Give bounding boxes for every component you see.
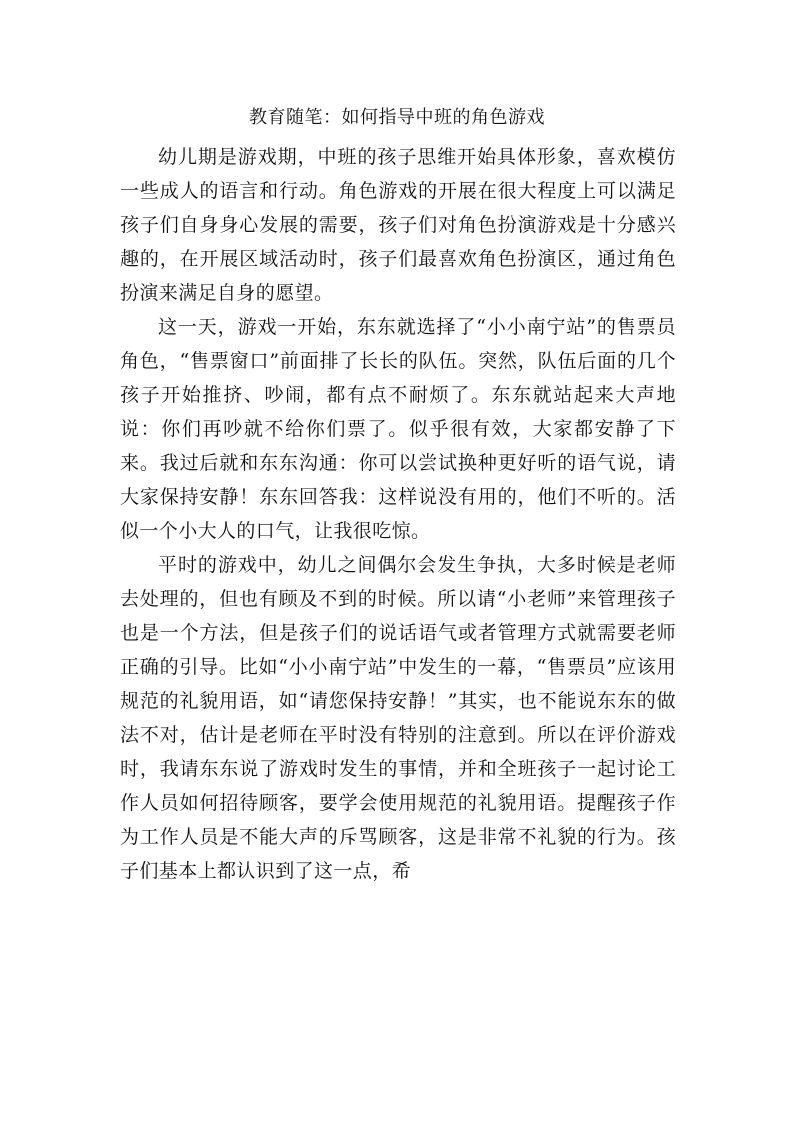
document-body — [120, 140, 676, 888]
paragraph-2: 这一天，游戏一开始，东东就选择了“小小南宁站”的售票员角色，“售票窗口”前面排了长长的队伍。突然，队伍后面的几个孩子开始推挤、吵闹，都有点不耐烦了。东东就站起来大声地说：你们再吵就不给你们票了。似乎很有效，大家都安静了下来。我过后就和东东沟通：你可以尝试换种更好听的语气说，请大家保持安静！东东回答我：这样说没有用的，他们不听的。活似一个小大人的口气，让我很吃惊。 — [120, 316, 676, 542]
document-title: 教育随笔：如何指导中班的角色游戏 — [249, 107, 545, 128]
paragraph-3: 平时的游戏中，幼儿之间偶尔会发生争执，大多时候是老师去处理的，但也有顾及不到的时候。所以请“小老师”来管理孩子也是一个方法，但是孩子们的说话语气或者管理方式就需要老师正确的引导。比如“小小南宁站”中发生的一幕，“售票员”应该用规范的礼貌用语，如“请您保持安静！”其实，也不能说东东的做法不对，估计是老师在平时没有特别的注意到。所以在评价游戏时，我请东东说了游戏时发生的事情，并和全班孩子一起讨论工作人员如何招待顾客，要学会使用规范的礼貌用语。提醒孩子作为工作人员是不能大声的斥骂顾客，这是非常不礼貌的行为。孩子们基本上都认识到了这一点，希 — [120, 554, 676, 882]
paragraph-1: 幼儿期是游戏期，中班的孩子思维开始具体形象，喜欢模仿一些成人的语言和行动。角色游戏的开展在很大程度上可以满足孩子们自身身心发展的需要，孩子们对角色扮演游戏是十分感兴趣的，在开展区域活动时，孩子们最喜欢角色扮演区，通过角色扮演来满足自身的愿望。 — [120, 146, 676, 304]
